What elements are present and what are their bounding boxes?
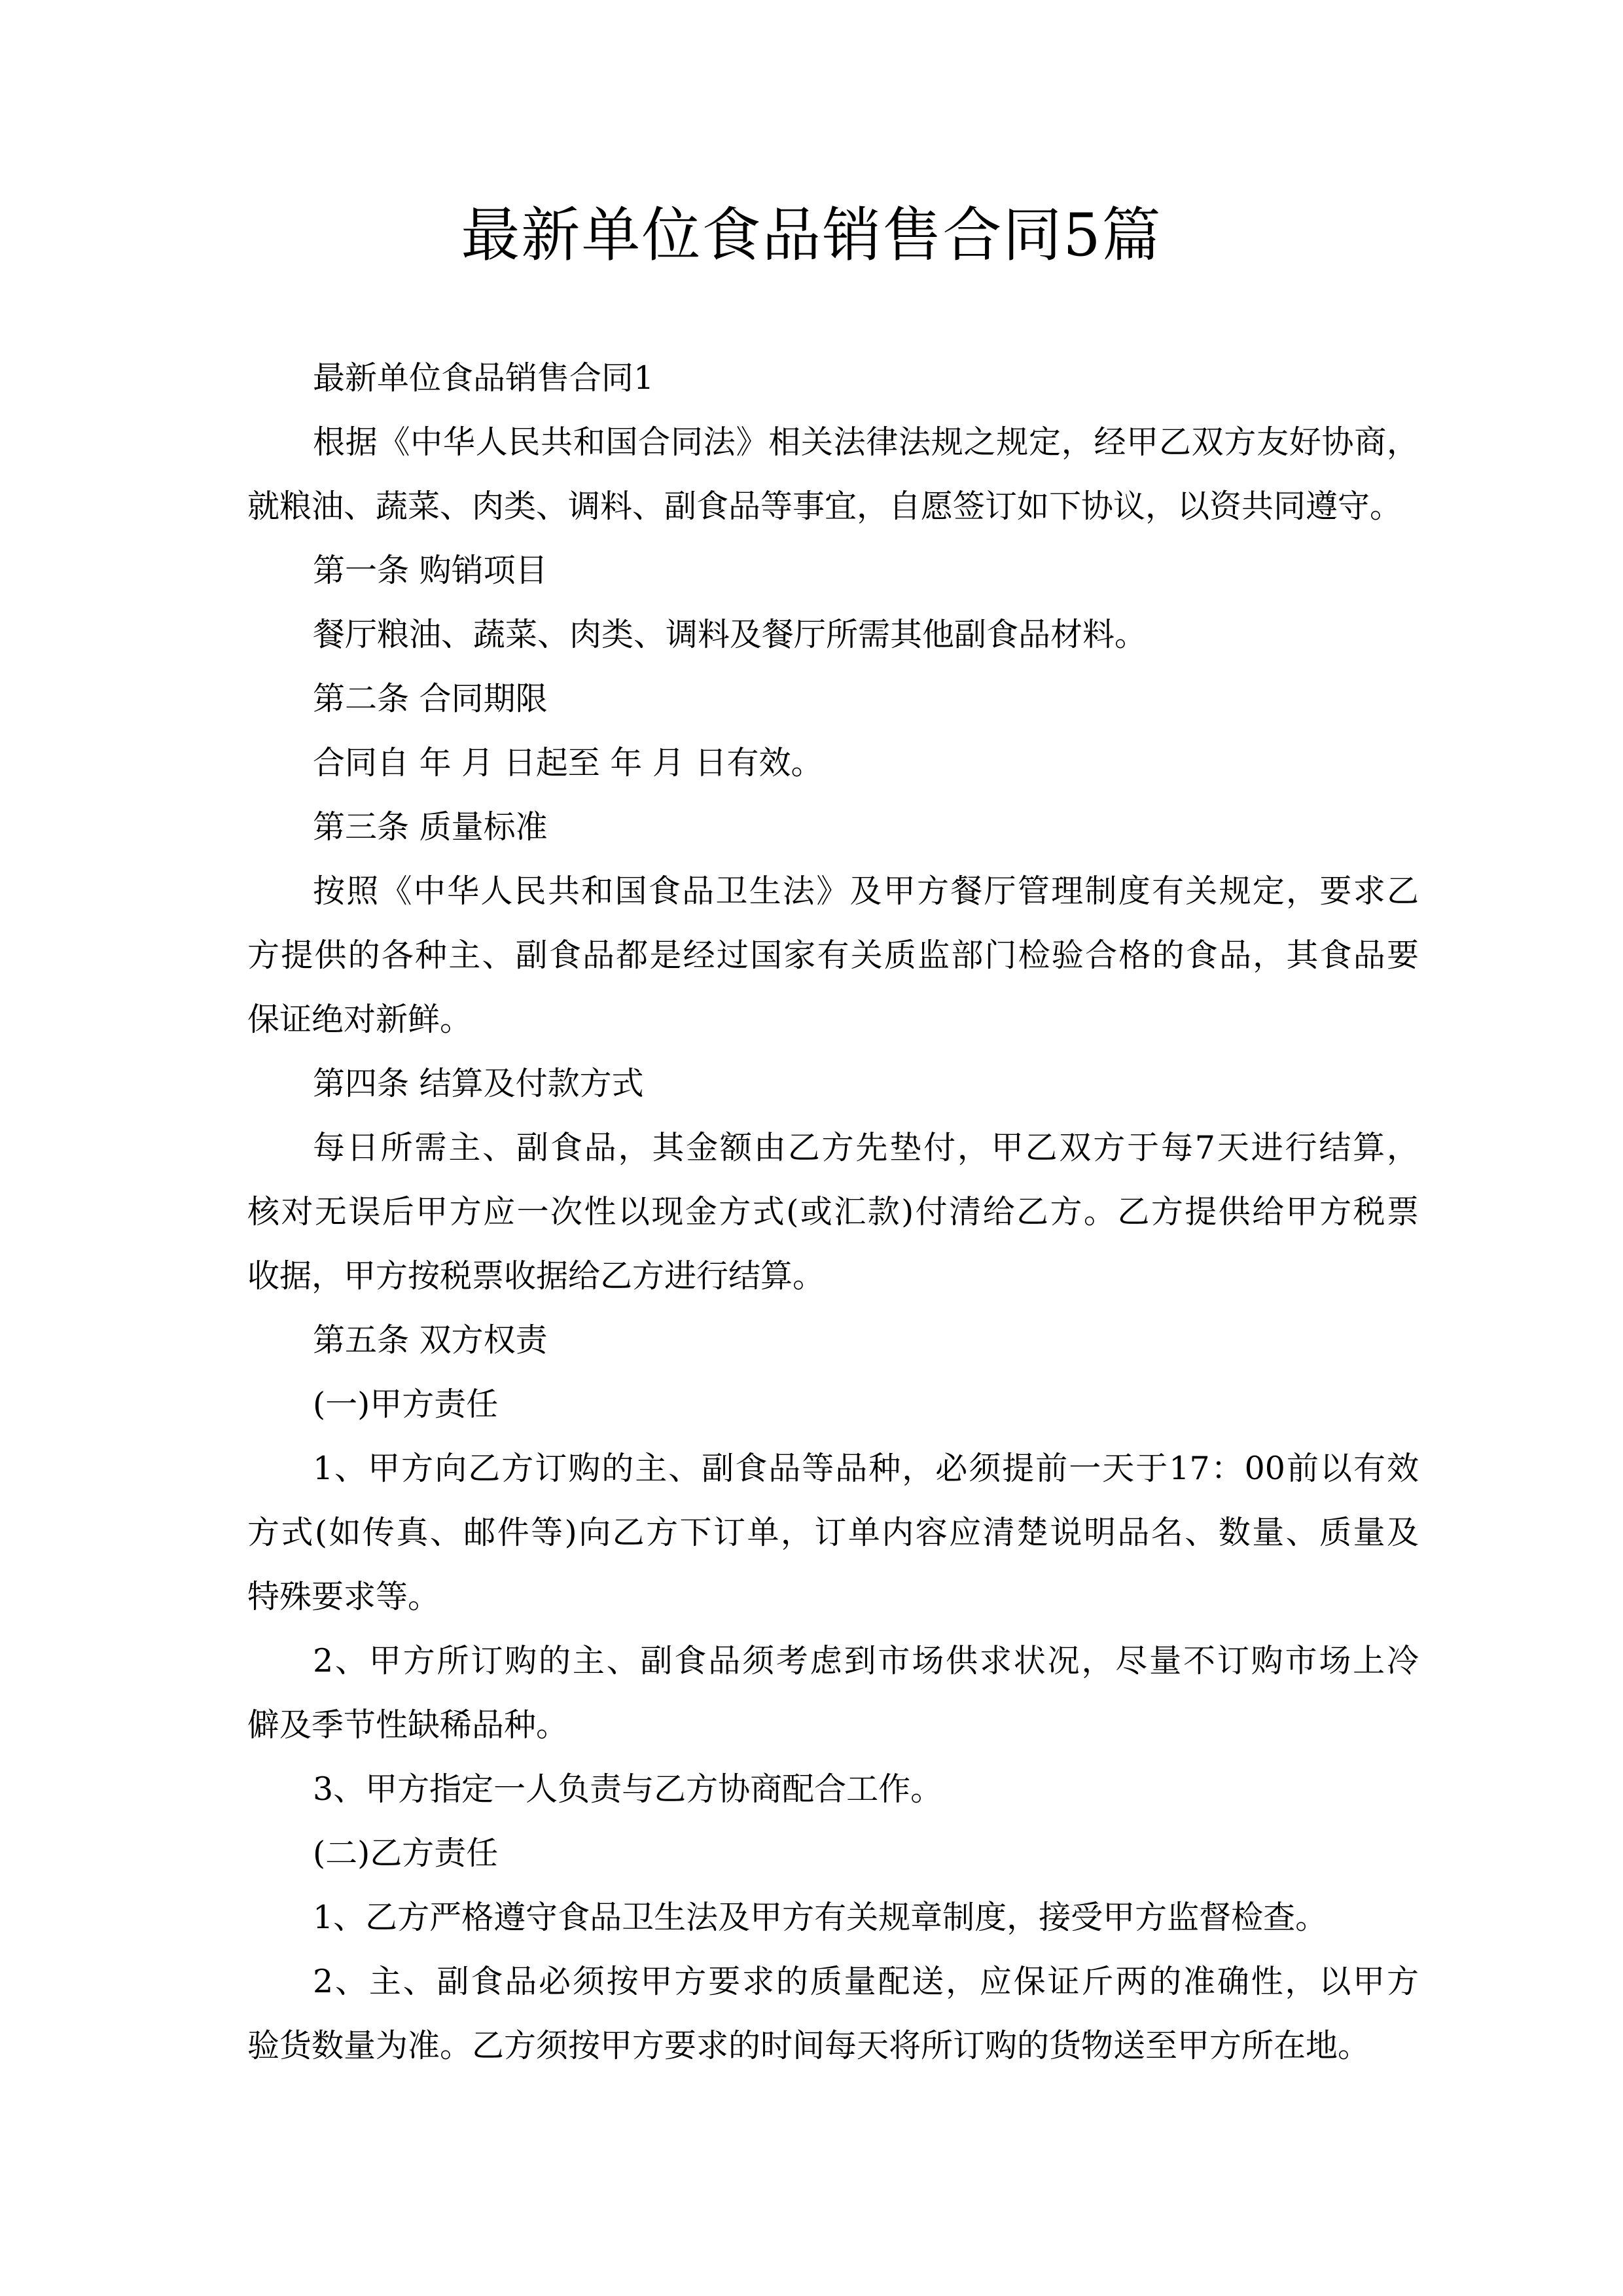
paragraph-line: 根据《中华人民共和国合同法》相关法律法规之规定，经甲乙双方友好协商， [313, 423, 1419, 461]
paragraph-line: 第五条 双方权责 [313, 1321, 548, 1359]
paragraph-line: 2、甲方所订购的主、副食品须考虑到市场供求状况，尽量不订购市场上冷 [313, 1642, 1419, 1679]
paragraph-line: 核对无误后甲方应一次性以现金方式(或汇款)付清给乙方。乙方提供给甲方税票 [247, 1193, 1419, 1230]
paragraph-line: 2、主、副食品必须按甲方要求的质量配送，应保证斤两的准确性，以甲方 [313, 1963, 1419, 2000]
paragraph-line: 僻及季节性缺稀品种。 [247, 1706, 569, 1744]
paragraph [247, 795, 1419, 859]
paragraph [247, 667, 1419, 731]
paragraph [247, 1757, 1419, 1821]
paragraph [247, 1821, 1419, 1886]
document-body [247, 346, 1419, 2078]
paragraph-line: 1、乙方严格遵守食品卫生法及甲方有关规章制度，接受甲方监督检查。 [313, 1899, 1328, 1936]
paragraph [247, 1437, 1419, 1629]
paragraph [247, 1308, 1419, 1372]
paragraph [247, 731, 1419, 795]
paragraph-line: 3、甲方指定一人负责与乙方协商配合工作。 [313, 1770, 943, 1808]
paragraph [247, 1052, 1419, 1116]
paragraph-line: 按照《中华人民共和国食品卫生法》及甲方餐厅管理制度有关规定，要求乙 [313, 872, 1419, 910]
paragraph [247, 539, 1419, 603]
paragraph-line: 特殊要求等。 [247, 1578, 440, 1615]
paragraph [247, 1886, 1419, 1950]
paragraph [247, 410, 1419, 539]
paragraph-line: 餐厅粮油、蔬菜、肉类、调料及餐厅所需其他副食品材料。 [313, 616, 1147, 653]
paragraph-line: 方提供的各种主、副食品都是经过国家有关质监部门检验合格的食品，其食品要 [247, 937, 1419, 974]
paragraph [247, 603, 1419, 667]
paragraph [247, 859, 1419, 1052]
paragraph-line: 第三条 质量标准 [313, 808, 548, 846]
paragraph [247, 1116, 1419, 1308]
paragraph [247, 346, 1419, 410]
paragraph-line: 第一条 购销项目 [313, 552, 548, 589]
paragraph-line: 方式(如传真、邮件等)向乙方下订单，订单内容应清楚说明品名、数量、质量及 [247, 1514, 1419, 1551]
paragraph [247, 1629, 1419, 1757]
paragraph-line: (二)乙方责任 [313, 1835, 499, 1872]
paragraph [247, 1950, 1419, 2078]
paragraph-line: 第四条 结算及付款方式 [313, 1065, 644, 1102]
paragraph-line: 合同自 年 月 日起至 年 月 日有效。 [313, 744, 823, 781]
document-title: 最新单位食品销售合同5篇 [461, 201, 1162, 270]
paragraph-line: 第二条 合同期限 [313, 680, 548, 717]
paragraph-line: (一)甲方责任 [313, 1386, 499, 1423]
paragraph-line: 收据，甲方按税票收据给乙方进行结算。 [247, 1257, 825, 1295]
paragraph-line: 保证绝对新鲜。 [247, 1001, 473, 1038]
paragraph-line: 每日所需主、副食品，其金额由乙方先垫付，甲乙双方于每7天进行结算， [313, 1129, 1419, 1166]
paragraph-line: 1、甲方向乙方订购的主、副食品等品种，必须提前一天于17：00前以有效 [313, 1450, 1419, 1487]
paragraph-line: 验货数量为准。乙方须按甲方要求的时间每天将所订购的货物送至甲方所在地。 [247, 2027, 1370, 2064]
paragraph-line: 就粮油、蔬菜、肉类、调料、副食品等事宜，自愿签订如下协议，以资共同遵守。 [247, 488, 1402, 525]
paragraph-line: 最新单位食品销售合同1 [313, 359, 654, 397]
paragraph [247, 1372, 1419, 1437]
